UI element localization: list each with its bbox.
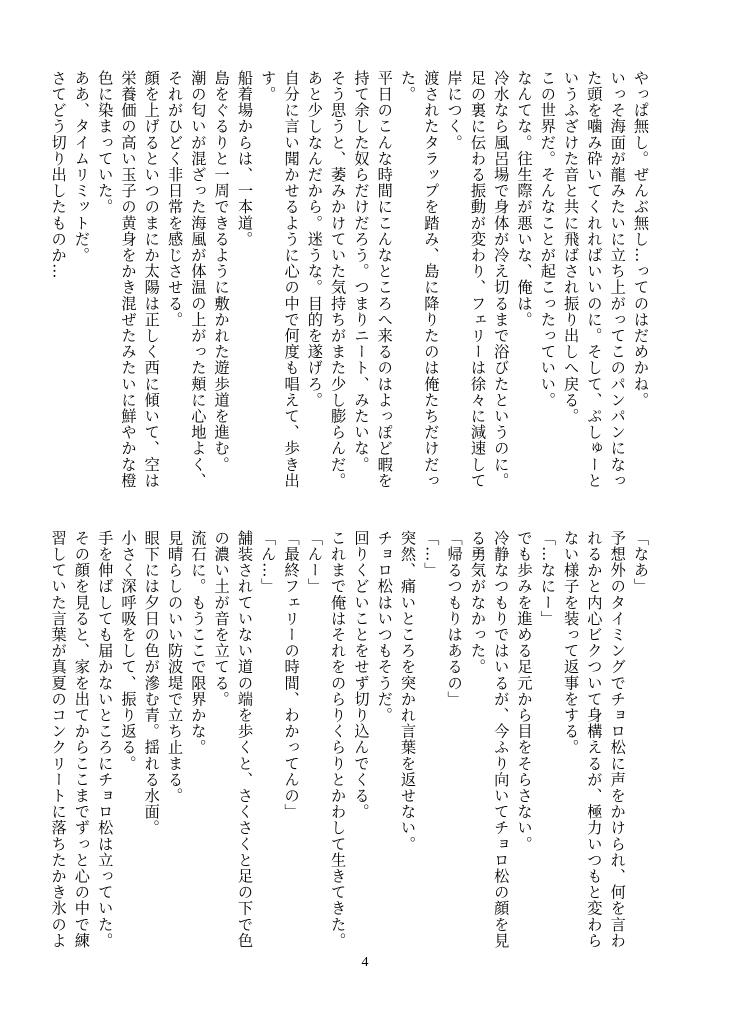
lower-text-line: る勇気がなかった。 [468, 530, 487, 675]
lower-text-line: チョロ松はいつもそうだ。 [375, 530, 394, 724]
upper-text-line: なんてな。往生際が悪いな、俺は。 [515, 70, 534, 328]
lower-text-line: 予想外のタイミングでチョロ松に声をかけられ、何を言わ [608, 530, 627, 949]
upper-text-line: 顔を上げるといつのまにか太陽は正しく西に傾いて、空は [142, 70, 161, 489]
lower-text-block [49, 530, 652, 950]
page-number: 4 [361, 955, 369, 970]
upper-text-line: 持て余した奴らだけだろう。つまりニート、みたいな。 [352, 70, 371, 473]
upper-text-line: 渡されたタラップを踏み、島に降りたのは俺たちだけだっ [422, 70, 441, 489]
upper-text-line: 色に染まっていた。 [96, 70, 115, 215]
lower-text-line: れるかと内心ビクついて身構えるが、極力いつもと変わら [585, 530, 604, 949]
lower-text-line: 舗装されていない道の端を歩くと、さくさくと足の下で色 [235, 530, 254, 949]
upper-text-line: 足の裏に伝わる振動が変わり、フェリーは徐々に減速して [468, 70, 487, 489]
upper-text-line: あと少しなんだから。迷うな。目的を遂げろ。 [305, 70, 324, 409]
upper-text-line: そう思うと、萎みかけていた気持ちがまた少し膨らんだ。 [329, 70, 348, 489]
upper-text-block [49, 70, 652, 490]
lower-text-line: ない様子を装って返事をする。 [562, 530, 581, 756]
lower-text-line: 見晴らしのいい防波堤で立ち止まる。 [166, 530, 185, 804]
lower-text-line: 冷静なつもりではいるが、今ふり向いてチョロ松の顔を見 [492, 530, 511, 949]
lower-text-line: これまで俺はそれをのらりくらりとかわして生きてきた。 [329, 530, 348, 949]
upper-text-line: それがひどく非日常を感じさせる。 [166, 70, 185, 328]
lower-text-line: 「んー」 [305, 530, 324, 595]
upper-text-line: 潮の匂いが混ざった海風が体温の上がった頬に心地よく、 [189, 70, 208, 489]
lower-text-line: 「なあ」 [632, 530, 650, 595]
lower-text-line: 「…」 [422, 530, 441, 579]
upper-text-line: この世界だ。そんなことが起こったっていい。 [538, 70, 557, 409]
upper-text-line: 平日のこんな時間にこんなところへ来るのはよっぽど暇を [375, 70, 394, 489]
lower-text-line: 眼下には夕日の色が滲む青。揺れる水面。 [142, 530, 161, 836]
upper-text-line: やっぱ無し。ぜんぶ無し…ってのはだめかね。 [632, 70, 650, 409]
upper-text-line: 自分に言い聞かせるように心の中で何度も唱えて、歩き出 [282, 70, 301, 489]
lower-text-line: その顔を見ると、家を出てからここまでずっと心の中で練 [72, 530, 91, 949]
lower-text-line: でも歩みを進める足元から目をそらさない。 [515, 530, 534, 852]
upper-text-line: ああ、タイムリミットだ。 [72, 70, 91, 264]
upper-text-line: 栄養価の高い玉子の黄身をかき混ぜたみたいに鮮やかな橙 [119, 70, 138, 489]
lower-text-line: 回りくどいことをせず切り込んでくる。 [352, 530, 371, 820]
lower-text-line: 「ん…」 [259, 530, 278, 595]
lower-text-line: 「最終フェリーの時間、わかってんの」 [282, 530, 301, 820]
upper-text-line: す。 [259, 70, 278, 103]
lower-text-line: 習していた言葉が真夏のコンクリートに落ちたかき氷のよ [49, 530, 68, 949]
upper-text-line: 島をぐるりと一周できるように敷かれた遊歩道を進む。 [212, 70, 231, 473]
lower-text-line: 流石に。もうここで限界かな。 [189, 530, 208, 756]
upper-text-line: 船着場からは、一本道。 [235, 70, 254, 248]
lower-text-line: 小さく深呼吸をして、振り返る。 [119, 530, 138, 772]
upper-text-line: た。 [399, 70, 418, 103]
upper-text-line: た頭を噛み砕いてくれればいいのに。そして、ぷしゅーと [585, 70, 604, 489]
lower-text-line: 「帰るつもりはあるの」 [445, 530, 464, 708]
lower-text-line: 手を伸ばしても届かないところにチョロ松は立っていた。 [96, 530, 115, 949]
lower-text-line: 「…なにー」 [538, 530, 557, 627]
lower-text-line: 突然、痛いところを突かれ言葉を返せない。 [399, 530, 418, 852]
upper-text-line: いっそ海面が龍みたいに立ち上がってこのパンパンになっ [608, 70, 627, 489]
upper-text-line: さてどう切り出したものか… [49, 70, 68, 280]
upper-text-line: 冷水なら風呂場で身体が冷え切るまで浴びたというのに。 [492, 70, 511, 489]
upper-text-line: 岸につく。 [445, 70, 464, 151]
lower-text-line: の濃い土が音を立てる。 [212, 530, 231, 708]
upper-text-line: いうふざけた音と共に飛ばされ振り出しへ戻る。 [562, 70, 581, 425]
